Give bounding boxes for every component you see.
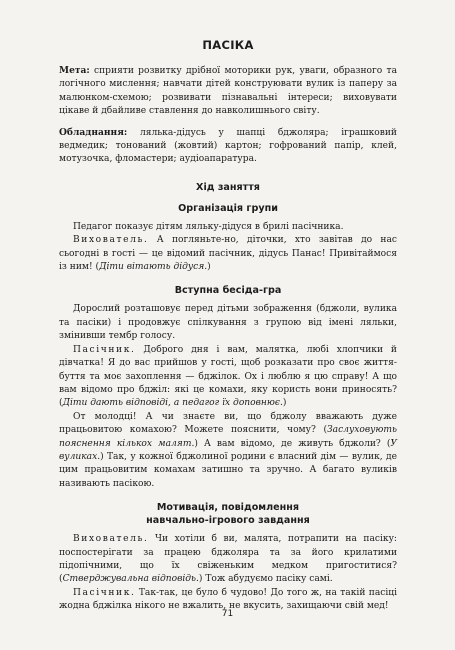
section-heading-intro-conversation: Вступна бесіда-гра: [174, 285, 282, 297]
equipment-paragraph: [59, 126, 397, 167]
goal-paragraph: [59, 64, 397, 119]
paragraph-motivation-1: [59, 533, 397, 587]
equipment-label: Обладнання:: [59, 126, 128, 138]
speech-text-end: ): [207, 262, 211, 273]
stage-direction: У вуликах.: [59, 438, 397, 462]
stage-direction: Заслуховують пояснення кількох малят.: [59, 425, 397, 449]
page-number: 71: [221, 609, 234, 619]
speech-text: Так-так, це було б чудово! До того ж, на такій пасіці жодна бджілка нікого не вжалить, не вкусить, захищаючи свій мед!: [59, 587, 397, 612]
speech-text: Доброго дня і вам, малятка, любі хлопчики й дівчатка! Я до вас прийшов у гості, щоб розказати про своє життя-буття та моє захоплення — бджілок. Ох і люблю я цю справу! А що вам відомо про бджіл: які це комахи, яку користь вони приносять? (: [59, 344, 397, 409]
speech-text: ) А вам відомо, де живуть бджоли? (: [194, 438, 391, 449]
goal-label: Мета:: [59, 65, 90, 76]
section-heading-motivation-1: Мотивація, повідомлення: [156, 502, 300, 514]
speech-text-end: ) Тож абудуємо пасіку самі.: [198, 574, 333, 585]
speech-text-end: ): [282, 398, 287, 409]
course-heading: Хід заняття: [196, 181, 260, 193]
speaker-educator: Вихователь.: [73, 235, 149, 246]
paragraph-intro-2: [59, 344, 397, 411]
speech-text: А погляньте-но, діточки, хто завітав до нас сьогодні в гості — це відомий пасічник, дідусь Панас! Привітаймося із ним! (: [59, 235, 397, 273]
speech-text: ) Так, у кожної бджолиної родини є власний дім — вулик, де цим працьовитим комахам затишно та зручно. А багато вуликів називають пасікою.: [59, 451, 397, 489]
section-heading-organization: Організація групи: [178, 202, 278, 214]
goal-text: сприяти розвитку дрібної моторики рук, уваги, образного та логічного мислення; навчати дітей конструювати вулик із паперу за малюнком-схемою; розвивати пізнавальні інтереси; виховувати цікаве й дбайливе ставлення до навколишнього світу.: [59, 66, 397, 117]
speech-text: От молодці! А чи знаєте ви, що бджолу вважають дуже працьовитою комахою? Можете пояснити, чому? (: [59, 411, 397, 436]
equipment-text: лялька-дідусь у шапці бджоляра; іграшковий ведмедик; тонований (жовтий) картон; гофрований папір, клей, мотузочка, фломастери; аудіоапаратура.: [59, 127, 397, 165]
paragraph-intro-1: Дорослий розташовує перед дітьми зображення (бджоли, вулика та пасіки) і продовжує спілкування з групою від імені ляльки, змінивши тембр голосу.: [59, 304, 397, 342]
section-heading-motivation-2: навчально-ігрового завдання: [146, 515, 310, 527]
paragraph-organization-2: [59, 234, 397, 274]
page-title: ПАСІКА: [202, 38, 254, 52]
speech-text: Чи хотіли б ви, малята, потрапити на пасіку: поспостерігати за працею бджоляра та за його крилатими підопічними, що їх свіженьким медком пригоститися? (: [59, 534, 397, 585]
speaker-beekeeper: Пасічник.: [73, 587, 136, 598]
speaker-educator: Вихователь.: [73, 534, 149, 545]
paragraph-intro-3: [59, 411, 397, 491]
paragraph-organization-1: Педагог показує дітям ляльку-дідуся в брилі пасічника.: [73, 221, 344, 232]
stage-direction: Діти вітають дідуся.: [99, 262, 208, 273]
stage-direction: Діти дають відповіді, а педагог їх доповнює.: [62, 398, 283, 409]
speaker-beekeeper: Пасічник.: [73, 344, 136, 355]
stage-direction: Стверджувальна відповідь.: [62, 574, 199, 585]
